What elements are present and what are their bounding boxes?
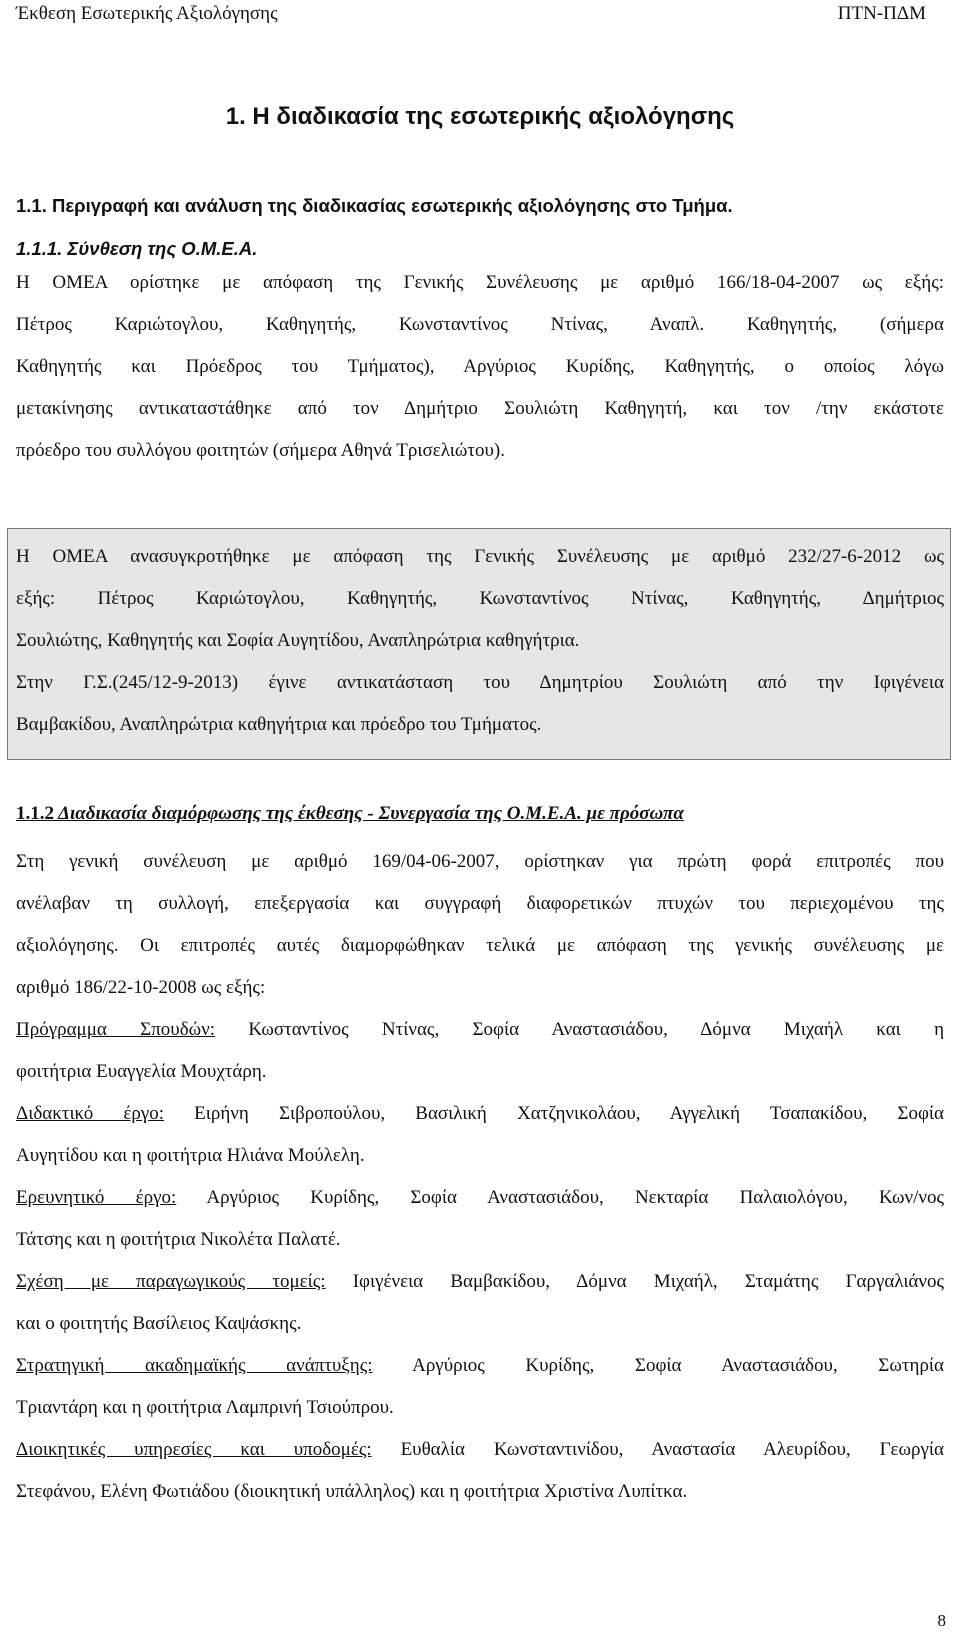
committee-line <box>16 1261 944 1303</box>
heading-text: Διαδικασία διαμόρφωσης της έκθεσης - Συνεργασία της Ο.Μ.Ε.Α. με πρόσωπα <box>54 803 684 824</box>
committee-line <box>16 1009 944 1051</box>
committee-members: Ιφιγένεια Βαμβακίδου, Δόμνα Μιχαήλ, Σταμάτης Γαργαλιάνος <box>325 1271 944 1292</box>
committee-label: Πρόγραμμα Σπουδών: <box>16 1019 216 1040</box>
committee-label: Διδακτικό έργο: <box>16 1103 164 1124</box>
committee-line: Τριαντάρη και η φοιτήτρια Λαμπρινή Τσιούπρου. <box>16 1397 394 1418</box>
committee-line: Στεφάνου, Ελένη Φωτιάδου (διοικητική υπάλληλος) και η φοιτήτρια Χριστίνα Λυπίτκα. <box>16 1481 688 1502</box>
committee-line <box>16 1093 944 1135</box>
committee-members: Αργύριος Κυρίδης, Σοφία Αναστασιάδου, Σωτηρία <box>372 1355 944 1376</box>
committee-label: Σχέση με παραγωγικούς τομείς: <box>16 1271 326 1292</box>
committee-line: Αυγητίδου και η φοιτήτρια Ηλιάνα Μούλελη. <box>16 1145 365 1166</box>
subsubsection-heading: 1.1.1. Σύνθεση της Ο.Μ.Ε.Α. <box>16 238 258 259</box>
paragraph-line: Στη γενική συνέλευση με αριθμό 169/04-06-2007, ορίστηκαν για πρώτη φορά επιτροπές που <box>16 851 944 872</box>
committee-label: Ερευνητικό έργο: <box>16 1187 177 1208</box>
paragraph-line: ανέλαβαν τη συλλογή, επεξεργασία και συγγραφή διαφορετικών πτυχών του περιεχομένου της <box>16 893 944 914</box>
subsection-heading: 1.1. Περιγραφή και ανάλυση της διαδικασίας εσωτερικής αξιολόγησης στο Τμήμα. <box>16 195 733 216</box>
process-paragraph <box>16 841 944 1513</box>
paragraph-line: αριθμό 186/22-10-2008 ως εξής: <box>16 977 266 998</box>
running-header-code: ΠΤΝ-ΠΔΜ <box>837 3 926 24</box>
paragraph-line: Η ΟΜΕΑ ανασυγκροτήθηκε με απόφαση της Γενικής Συνέλευσης με αριθμό 232/27-6-2012 ως <box>16 546 944 567</box>
subsubsection-heading-2 <box>16 803 684 825</box>
committee-members: Ευθαλία Κωνσταντινίδου, Αναστασία Αλευρίδου, Γεωργία <box>371 1439 944 1460</box>
paragraph-line: Βαμβακίδου, Αναπληρώτρια καθηγήτρια και πρόεδρο του Τμήματος. <box>16 714 542 735</box>
committee-members: Κωσταντίνος Ντίνας, Σοφία Αναστασιάδου, Δόμνα Μιχαήλ και η <box>215 1019 944 1040</box>
paragraph-line: Καθηγητής και Πρόεδρος του Τμήματος), Αργύριος Κυρίδης, Καθηγητής, ο οποίος λόγω <box>16 356 944 377</box>
paragraph-line: αξιολόγησης. Οι επιτροπές αυτές διαμορφώθηκαν τελικά με απόφαση της γενικής συνέλευσης με <box>16 935 944 956</box>
committee-line <box>16 1429 944 1471</box>
committee-members: Αργύριος Κυρίδης, Σοφία Αναστασιάδου, Νεκταρία Παλαιολόγου, Κων/νος <box>176 1187 944 1208</box>
committee-line: φοιτήτρια Ευαγγελία Μουχτάρη. <box>16 1061 267 1082</box>
committee-line: Τάτσης και η φοιτήτρια Νικολέτα Παλατέ. <box>16 1229 341 1250</box>
section-heading: 1. Η διαδικασία της εσωτερικής αξιολόγησης <box>225 103 735 130</box>
paragraph-line: Στην Γ.Σ.(245/12-9-2013) έγινε αντικατάσταση του Δημητρίου Σουλιώτη από την Ιφιγένεια <box>16 672 944 693</box>
running-header-title: Έκθεση Εσωτερικής Αξιολόγησης <box>16 3 278 24</box>
paragraph-line: Πέτρος Καριώτογλου, Καθηγητής, Κωνσταντίνος Ντίνας, Αναπλ. Καθηγητής, (σήμερα <box>16 314 944 335</box>
committee-label: Στρατηγική ακαδημαϊκής ανάπτυξης: <box>16 1355 373 1376</box>
paragraph-line: Η ΟΜΕΑ ορίστηκε με απόφαση της Γενικής Συνέλευσης με αριθμό 166/18-04-2007 ως εξής: <box>16 272 944 293</box>
committee-line: και ο φοιτητής Βασίλειος Καψάσκης. <box>16 1313 302 1334</box>
heading-number: 1.1.2 <box>16 803 54 824</box>
committee-update-paragraph <box>16 536 944 746</box>
paragraph-line: εξής: Πέτρος Καριώτογλου, Καθηγητής, Κωνσταντίνος Ντίνας, Καθηγητής, Δημήτριος <box>16 588 944 609</box>
page-number: 8 <box>937 1611 946 1630</box>
committee-composition-paragraph <box>16 262 944 472</box>
committee-members: Ειρήνη Σιβροπούλου, Βασιλική Χατζηνικολάου, Αγγελική Τσαπακίδου, Σοφία <box>164 1103 944 1124</box>
paragraph-line: μετακίνησης αντικαταστάθηκε από τον Δημήτριο Σουλιώτη Καθηγητή, και τον /την εκάστοτε <box>16 398 944 419</box>
paragraph-line: πρόεδρο του συλλόγου φοιτητών (σήμερα Αθηνά Τρισελιώτου). <box>16 440 505 461</box>
committee-label: Διοικητικές υπηρεσίες και υποδομές: <box>16 1439 372 1460</box>
paragraph-line: Σουλιώτης, Καθηγητής και Σοφία Αυγητίδου, Αναπληρώτρια καθηγήτρια. <box>16 630 580 651</box>
committee-line <box>16 1177 944 1219</box>
committee-line <box>16 1345 944 1387</box>
